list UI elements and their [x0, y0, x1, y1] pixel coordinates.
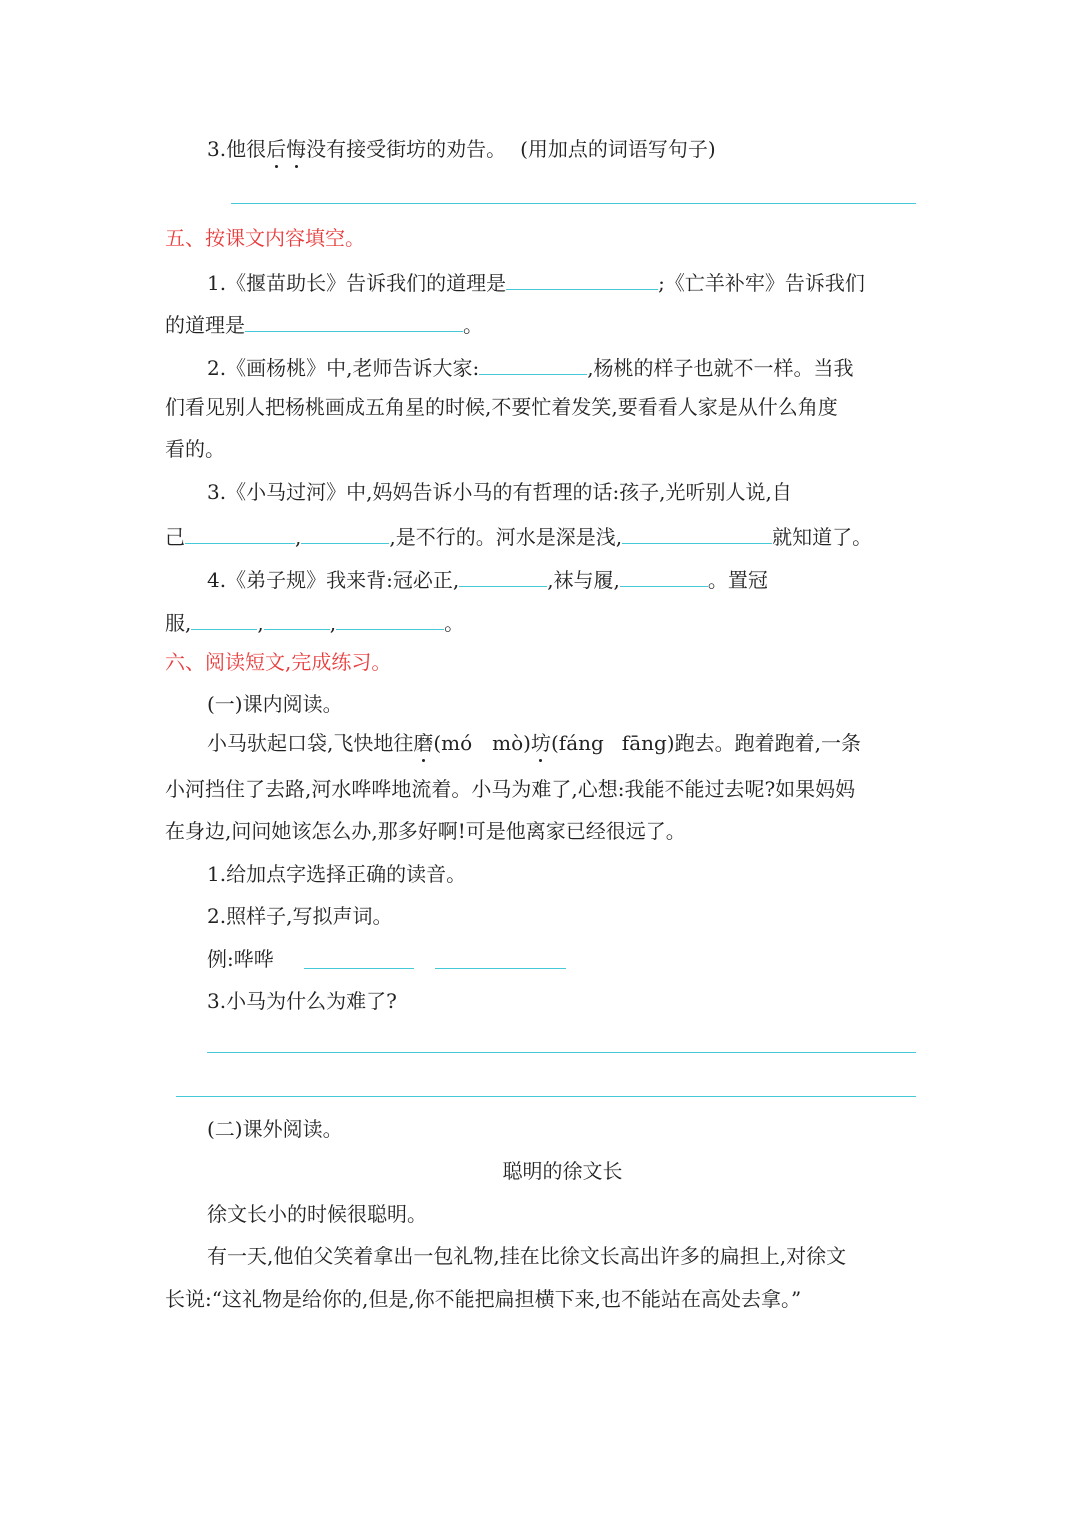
dotted-char: 后	[266, 137, 287, 161]
fill-blank[interactable]	[264, 607, 330, 630]
passage-2-line1: 徐文长小的时候很聪明。	[207, 1202, 427, 1226]
question-text-post: 没有接受街坊的劝告。	[306, 137, 507, 161]
fill-blank[interactable]	[506, 267, 658, 290]
fill-item-4-line2: 服, , , 。	[165, 607, 464, 636]
reading-question-3: 3.小马为什么为难了?	[207, 989, 397, 1013]
fill-item-4-line1: 4.《弟子规》我来背:冠必正, ,袜与履, 。置冠	[207, 564, 768, 593]
question-number: 3.	[207, 137, 227, 161]
question-3-sentence	[207, 136, 716, 162]
reading-question-1: 1.给加点字选择正确的读音。	[207, 862, 467, 886]
fill-item-3-line2: 己 , ,是不行的。河水是深是浅, 就知道了。	[165, 521, 872, 550]
fill-blank[interactable]	[185, 521, 295, 544]
section-5-heading: 五、按课文内容填空。	[165, 226, 365, 250]
section-6-heading: 六、阅读短文,完成练习。	[165, 650, 392, 674]
pinyin-option[interactable]: (mó	[433, 731, 473, 755]
pinyin-option[interactable]: fāng)跑去。跑着跑着,一条	[621, 731, 861, 755]
onomatopoeia-example: 例:哗哗	[207, 947, 274, 971]
answer-line[interactable]	[304, 968, 414, 969]
fill-item-1-line1: 1.《揠苗助长》告诉我们的道理是 ;《亡羊补牢》告诉我们	[207, 267, 865, 296]
fill-item-2-line2: 们看见别人把杨桃画成五角星的时候,不要忙着发笑,要看看人家是从什么角度	[165, 395, 838, 419]
passage-1-line2: 小河挡住了去路,河水哗哗地流着。小马为难了,心想:我能不能过去呢?如果妈妈	[165, 777, 856, 801]
fill-blank[interactable]	[191, 607, 257, 630]
passage-2-line2: 有一天,他伯父笑着拿出一包礼物,挂在比徐文长高出许多的扁担上,对徐文	[207, 1244, 847, 1268]
answer-line[interactable]	[435, 968, 566, 969]
fill-item-2-line3: 看的。	[165, 437, 225, 461]
passage-1-line3: 在身边,问问她该怎么办,那多好啊!可是他离家已经很远了。	[165, 819, 686, 843]
answer-line[interactable]	[207, 1052, 916, 1053]
fill-blank[interactable]	[622, 521, 772, 544]
fill-item-2-line1: 2.《画杨桃》中,老师告诉大家: ,杨桃的样子也就不一样。当我	[207, 352, 854, 381]
answer-line[interactable]	[231, 203, 916, 204]
fill-blank[interactable]	[620, 564, 708, 587]
question-instruction: (用加点的词语写句子)	[520, 137, 716, 161]
fill-blank[interactable]	[336, 607, 444, 630]
passage-1-line1: 小马驮起口袋,飞快地往磨(mó mò)坊(fáng fāng)跑去。跑着跑着,一条	[207, 731, 861, 755]
fill-blank[interactable]	[245, 309, 463, 332]
pinyin-option[interactable]: mò)	[492, 731, 531, 755]
fill-item-3-line1: 3.《小马过河》中,妈妈告诉小马的有哲理的话:孩子,光听别人说,自	[207, 480, 792, 504]
passage-2-title: 聪明的徐文长	[502, 1159, 623, 1183]
question-text-pre: 他很	[226, 137, 267, 161]
dotted-char: 悔	[286, 137, 307, 161]
fill-blank[interactable]	[301, 521, 389, 544]
pinyin-option[interactable]: (fáng	[550, 731, 604, 755]
dotted-char: 坊	[530, 731, 551, 755]
fill-blank[interactable]	[479, 352, 587, 375]
fill-item-1-line2: 的道理是 。	[165, 309, 483, 338]
reading-question-2: 2.照样子,写拟声词。	[207, 904, 393, 928]
passage-2-line3: 长说:“这礼物是给你的,但是,你不能把扁担横下来,也不能站在高处去拿。”	[165, 1287, 802, 1311]
answer-line[interactable]	[176, 1096, 916, 1097]
reading-1-heading: (一)课内阅读。	[207, 692, 343, 716]
dotted-char: 磨	[413, 731, 434, 755]
reading-2-heading: (二)课外阅读。	[207, 1117, 343, 1141]
fill-blank[interactable]	[459, 564, 547, 587]
